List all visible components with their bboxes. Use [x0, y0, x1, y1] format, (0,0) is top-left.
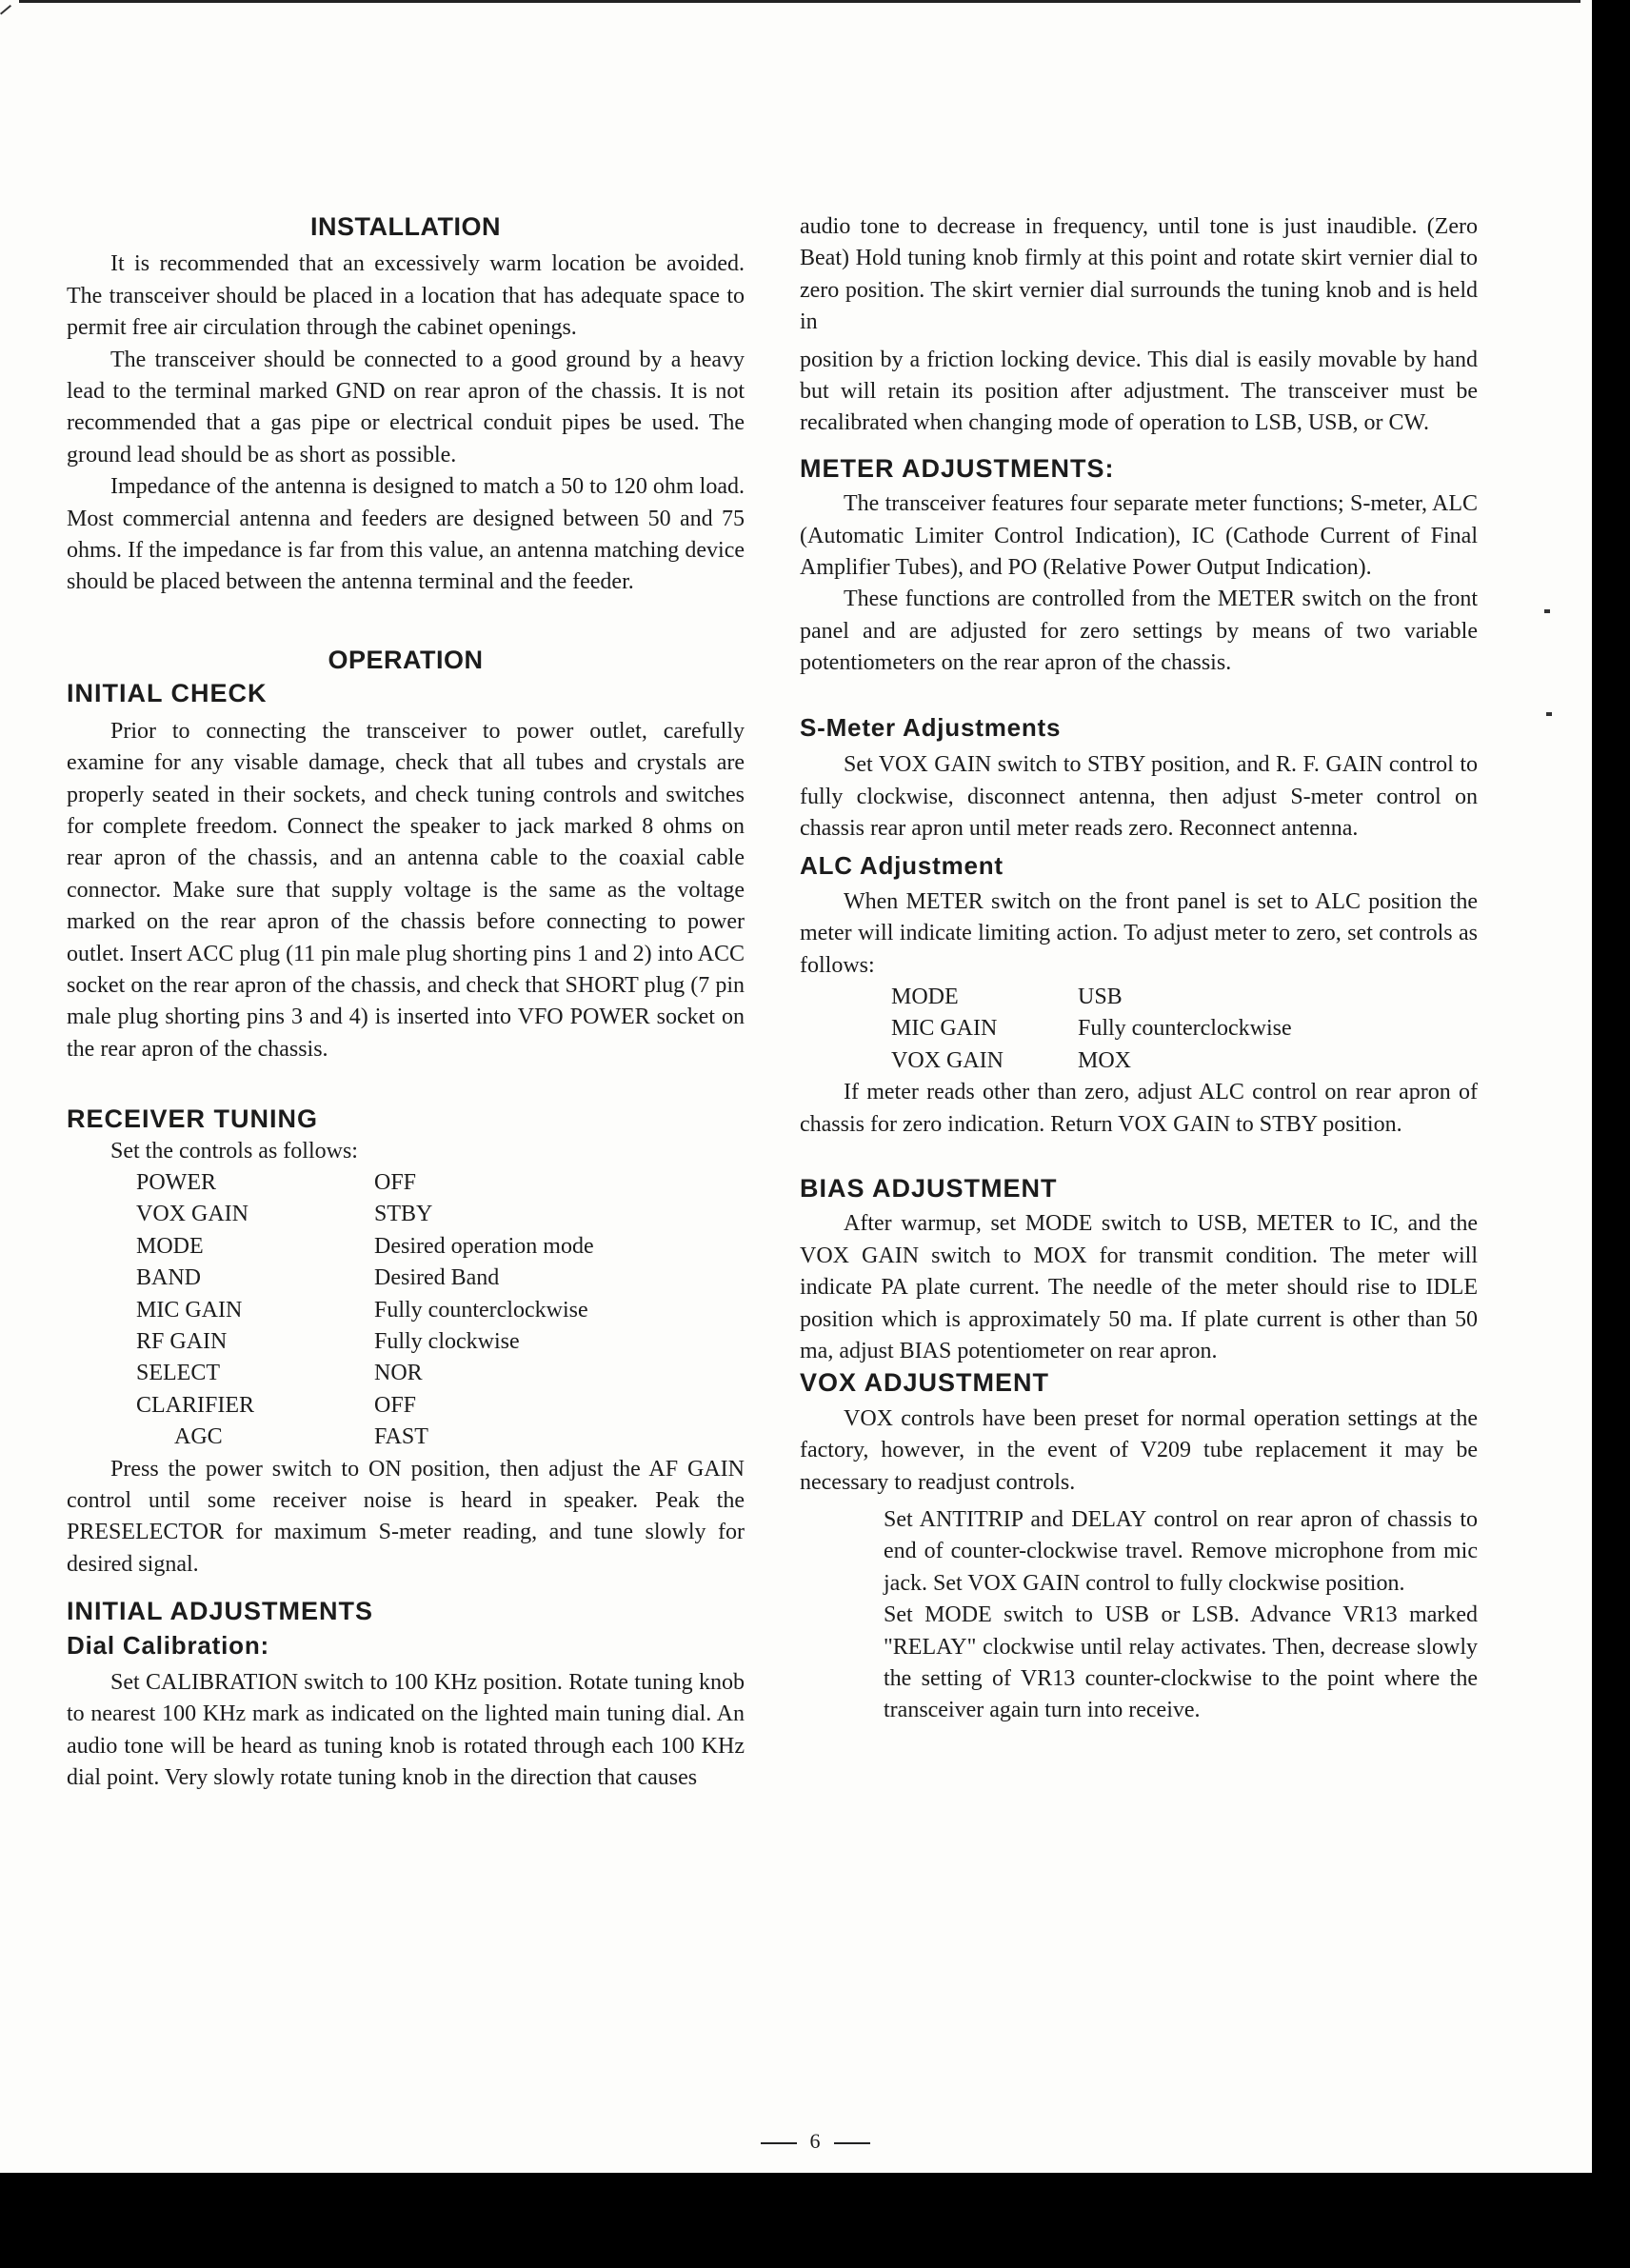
- scan-edge-mark: [1544, 609, 1550, 613]
- table-row: [136, 1263, 594, 1294]
- alc-controls-table: [891, 982, 1292, 1077]
- receiver-tuning-heading: RECEIVER TUNING: [67, 1104, 319, 1134]
- control-value: Fully clockwise: [374, 1329, 520, 1354]
- scan-corner-mark: [0, 5, 11, 15]
- control-name: VOX GAIN: [891, 1047, 1004, 1073]
- table-row: [136, 1326, 594, 1358]
- control-value: OFF: [374, 1392, 417, 1418]
- control-value: MOX: [1078, 1047, 1132, 1073]
- control-value: OFF: [374, 1169, 417, 1195]
- bias-adjustment-paragraph: After warmup, set MODE switch to USB, METER to IC, and the VOX GAIN switch to MOX for transmit condition. The meter will indicate PA plate current. The needle of the meter should rise to IDLE position which is approximately 50 ma. If plate current is other than 50 ma, adjust BIAS potentiometer on rear apron.: [800, 1211, 1478, 1363]
- right-column: [800, 211, 1478, 1727]
- control-name: RF GAIN: [136, 1329, 228, 1354]
- table-row: [136, 1167, 594, 1199]
- control-name: AGC: [174, 1424, 223, 1450]
- control-value: USB: [1078, 984, 1123, 1009]
- initial-check-heading: INITIAL CHECK: [67, 679, 268, 708]
- installation-paragraph: Impedance of the antenna is designed to match a 50 to 120 ohm load. Most commercial antenna and feeders are designed between 50 and 75 ohms. If the impedance is far from this value, an antenna matching device should be placed between the antenna terminal and the feeder.: [67, 474, 745, 595]
- s-meter-paragraph: Set VOX GAIN switch to STBY position, and R. F. GAIN control to fully clockwise, disconnect antenna, then adjust S-meter control on chassis rear apron until meter reads zero. Reconnect antenna.: [800, 752, 1478, 841]
- alc-heading: ALC Adjustment: [800, 851, 1004, 881]
- vox-adjustment-paragraph: VOX controls have been preset for normal operation settings at the factory, however, in the event of V209 tube replacement it may be necessary to readjust controls.: [800, 1405, 1478, 1495]
- installation-heading: INSTALLATION: [310, 212, 501, 241]
- vox-step: Set ANTITRIP and DELAY control on rear apron of chassis to end of counter-clockwise travel. Remove microphone from mic jack. Set VOX GAIN control to fully clockwise position.: [884, 1507, 1478, 1596]
- meter-adjustments-heading: METER ADJUSTMENTS:: [800, 453, 1115, 483]
- initial-adjustments-heading: INITIAL ADJUSTMENTS: [67, 1597, 374, 1626]
- control-name: CLARIFIER: [136, 1392, 255, 1418]
- footer-dash: [834, 2142, 870, 2144]
- installation-paragraph: The transceiver should be connected to a good ground by a heavy lead to the terminal marked GND on rear apron of the chassis. It is not recommended that a gas pipe or electrical conduit pipes be used. The ground lead should be as short as possible.: [67, 347, 745, 468]
- page-number: 6: [809, 2129, 821, 2153]
- control-name: POWER: [136, 1169, 216, 1195]
- meter-adjustments-paragraph: These functions are controlled from the METER switch on the front panel and are adjusted for zero settings by means of two variable potentiometers on the rear apron of the chassis.: [800, 587, 1478, 676]
- scan-edge-mark: [1546, 712, 1552, 716]
- table-row: [136, 1390, 594, 1422]
- scan-right-border: [1592, 0, 1630, 2268]
- control-value: NOR: [374, 1361, 423, 1386]
- left-column: [67, 211, 745, 1795]
- control-value: STBY: [374, 1202, 433, 1227]
- table-row: [891, 982, 1292, 1013]
- control-name: BAND: [136, 1265, 202, 1291]
- control-value: Desired Band: [374, 1265, 500, 1291]
- alc-paragraph: If meter reads other than zero, adjust ALC control on rear apron of chassis for zero indication. Return VOX GAIN to STBY position.: [800, 1080, 1478, 1137]
- receiver-tuning-paragraph: Press the power switch to ON position, then adjust the AF GAIN control until some receiver noise is heard in speaker. Peak the PRESELECTOR for maximum S-meter reading, and tune slowly for desired signal.: [67, 1456, 745, 1577]
- alc-paragraph: When METER switch on the front panel is set to ALC position the meter will indicate limiting action. To adjust meter to zero, set controls as follows:: [800, 888, 1478, 978]
- dial-calibration-heading: Dial Calibration:: [67, 1630, 269, 1660]
- table-row: [136, 1358, 594, 1389]
- control-name: VOX GAIN: [136, 1202, 248, 1227]
- control-name: MODE: [136, 1233, 204, 1259]
- scan-bottom-border: [0, 2173, 1630, 2268]
- installation-paragraph: It is recommended that an excessively warm location be avoided. The transceiver should be placed in a location that has adequate space to permit free air circulation through the cabinet openings.: [67, 251, 745, 341]
- s-meter-heading: S-Meter Adjustments: [800, 712, 1062, 742]
- footer-dash: [761, 2142, 797, 2144]
- table-row: [136, 1231, 594, 1263]
- scan-top-edge: [19, 0, 1580, 3]
- control-name: MODE: [891, 984, 959, 1009]
- control-value: Desired operation mode: [374, 1233, 594, 1259]
- initial-check-paragraph: Prior to connecting the transceiver to power outlet, carefully examine for any visable damage, check that all tubes and crystals are properly seated in their sockets, and check tuning controls and switches for complete freedom. Connect the speaker to jack marked 8 ohms on rear apron of the chassis, and an antenna cable to the coaxial cable connector. Make sure that supply voltage is the same as the voltage marked on the rear apron of the chassis before connecting to power outlet. Insert ACC plug (11 pin male plug shorting pins 1 and 2) into ACC socket on the rear apron of the chassis, and check that SHORT plug (7 pin male plug shorting pins 3 and 4) is inserted into VFO POWER socket on the rear apron of the chassis.: [67, 718, 745, 1062]
- table-row: [891, 1045, 1292, 1077]
- vox-steps: [800, 1504, 1478, 1727]
- receiver-tuning-intro: Set the controls as follows:: [110, 1138, 358, 1164]
- receiver-controls-table: [136, 1167, 594, 1454]
- dial-calibration-continued: audio tone to decrease in frequency, until tone is just inaudible. (Zero Beat) Hold tuning knob firmly at this point and rotate skirt vernier dial to zero position. The skirt vernier dial surrounds the tuning knob and is held in: [800, 214, 1478, 335]
- control-value: FAST: [374, 1424, 428, 1450]
- control-name: MIC GAIN: [891, 1016, 998, 1042]
- control-name: MIC GAIN: [136, 1297, 243, 1323]
- operation-heading: OPERATION: [328, 645, 484, 674]
- dial-calibration-paragraph: Set CALIBRATION switch to 100 KHz position. Rotate tuning knob to nearest 100 KHz mark as indicated on the lighted main tuning dial. An audio tone will be heard as tuning knob is rotated through each 100 KHz dial point. Very slowly rotate tuning knob in the direction that causes: [67, 1670, 745, 1791]
- control-value: Fully counterclockwise: [1078, 1016, 1292, 1042]
- table-row: [136, 1422, 594, 1453]
- table-row: [136, 1295, 594, 1326]
- dial-calibration-continued: position by a friction locking device. This dial is easily movable by hand but will retain its position after adjustment. The transceiver must be recalibrated when changing mode of operation to LSB, USB, or CW.: [800, 347, 1478, 436]
- vox-adjustment-heading: VOX ADJUSTMENT: [800, 1368, 1050, 1398]
- page-number-footer: [0, 2129, 1630, 2154]
- table-row: [136, 1199, 594, 1230]
- control-value: Fully counterclockwise: [374, 1297, 588, 1323]
- table-row: [891, 1013, 1292, 1044]
- vox-step: Set MODE switch to USB or LSB. Advance VR13 marked "RELAY" clockwise until relay activates. Then, decrease slowly the setting of VR13 counter-clockwise to the point where the transceiver again turn into receive.: [884, 1602, 1478, 1723]
- meter-adjustments-paragraph: The transceiver features four separate meter functions; S-meter, ALC (Automatic Limiter Control Indication), IC (Cathode Current of Final Amplifier Tubes), and PO (Relative Power Output Indication).: [800, 491, 1478, 581]
- control-name: SELECT: [136, 1361, 220, 1386]
- bias-adjustment-heading: BIAS ADJUSTMENT: [800, 1173, 1058, 1203]
